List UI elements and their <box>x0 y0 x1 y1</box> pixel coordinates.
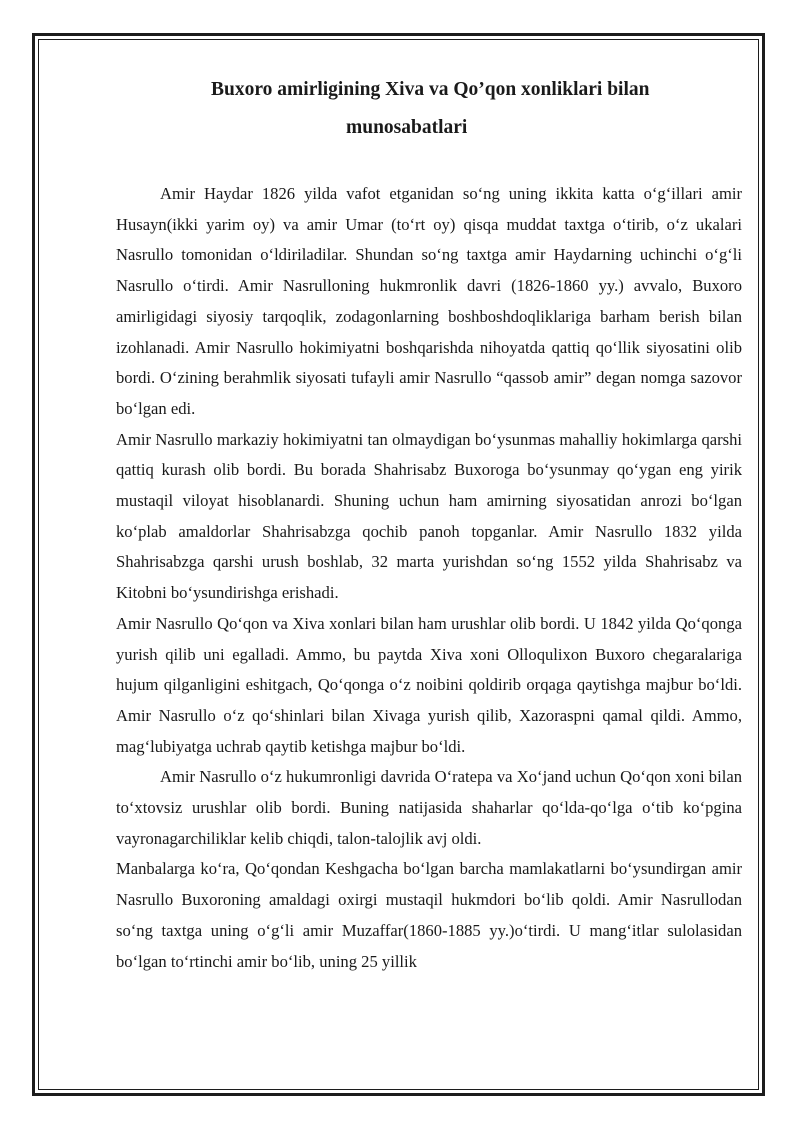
paragraph-1: Amir Haydar 1826 yilda vafot etganidan so‘ng uning ikkita katta o‘g‘illari amir Husayn(ikki yarim oy) va amir Umar (to‘rt oy) qisqa muddat taxtga o‘tirib, o‘z ukalari Nasrullo tomonidan o‘ldiriladilar. Shundan so‘ng taxtga amir Haydarning uchinchi o‘g‘li Nasrullo o‘tirdi. Amir Nasrulloning hukmronlik davri (1826-1860 yy.) avvalo, Buxoro amirligidagi siyosiy tarqoqlik, zodagonlarning boshboshdoqliklariga barham berish bilan izohlanadi. Amir Nasrullo hokimiyatni boshqarishda nihoyatda qattiq qo‘llik siyosatini olib bordi. O‘zining berahmlik siyosati tufayli amir Nasrullo “qassob amir” degan nomga sazovor bo‘lgan edi. <box>116 184 742 418</box>
paragraph-2: Amir Nasrullo markaziy hokimiyatni tan olmaydigan bo‘ysunmas mahalliy hokimlarga qarshi qattiq kurash olib bordi. Bu borada Shahrisabz Buxoroga bo‘ysunmay qo‘ygan eng yirik mustaqil viloyat hisoblanardi. Shuning uchun ham amirning siyosatidan anrozi bo‘lgan ko‘plab amaldorlar Shahrisabzga qochib panoh topganlar. Amir Nasrullo 1832 yilda Shahrisabzga qarshi urush boshlab, 32 marta yurishdan so‘ng 1552 yilda Shahrisabz va Kitobni bo‘ysundirishga erishadi. <box>116 429 742 603</box>
paragraph-3: Amir Nasrullo Qo‘qon va Xiva xonlari bilan ham urushlar olib bordi. U 1842 yilda Qo‘qonga yurish qilib uni egalladi. Ammo, bu paytda Xiva xoni Olloqulixon Buxoro chegaralariga hujum qilganligini eshitgach, Qo‘qonga o‘z noibini qoldirib orqaga qaytishga majbur bo‘ldi. Amir Nasrullo o‘z qo‘shinlari bilan Xivaga yurish qilib, Xazoraspni qamal qildi. Ammo, mag‘lubiyatga uchrab qaytib ketishga majbur bo‘ldi. <box>116 613 742 756</box>
title-line-2: munosabatlari <box>346 117 468 138</box>
paragraph-5: Manbalarga ko‘ra, Qo‘qondan Keshgacha bo‘lgan barcha mamlakatlarni bo‘ysundirgan amir Nasrullo Buxoroning amaldagi oxirgi mustaqil hukmdori bo‘lib qoldi. Amir Nasrullodan so‘ng taxtga uning o‘g‘li amir Muzaffar(1860-1885 yy.)o‘tirdi. U mang‘itlar sulolasidan bo‘lgan to‘rtinchi amir bo‘lib, uning 25 yillik <box>116 859 742 971</box>
paragraph-4: Amir Nasrullo o‘z hukumronligi davrida O‘ratepa va Xo‘jand uchun Qo‘qon xoni bilan to‘xtovsiz urushlar olib bordi. Buning natijasida shaharlar qo‘lda-qo‘lga o‘tib ko‘pgina vayronagarchiliklar kelib chiqdi, talon-talojlik avj oldi. <box>116 767 742 848</box>
title-line-1: Buxoro amirligining Xiva va Qo’qon xonliklari bilan <box>211 79 650 100</box>
document-body <box>116 179 742 977</box>
